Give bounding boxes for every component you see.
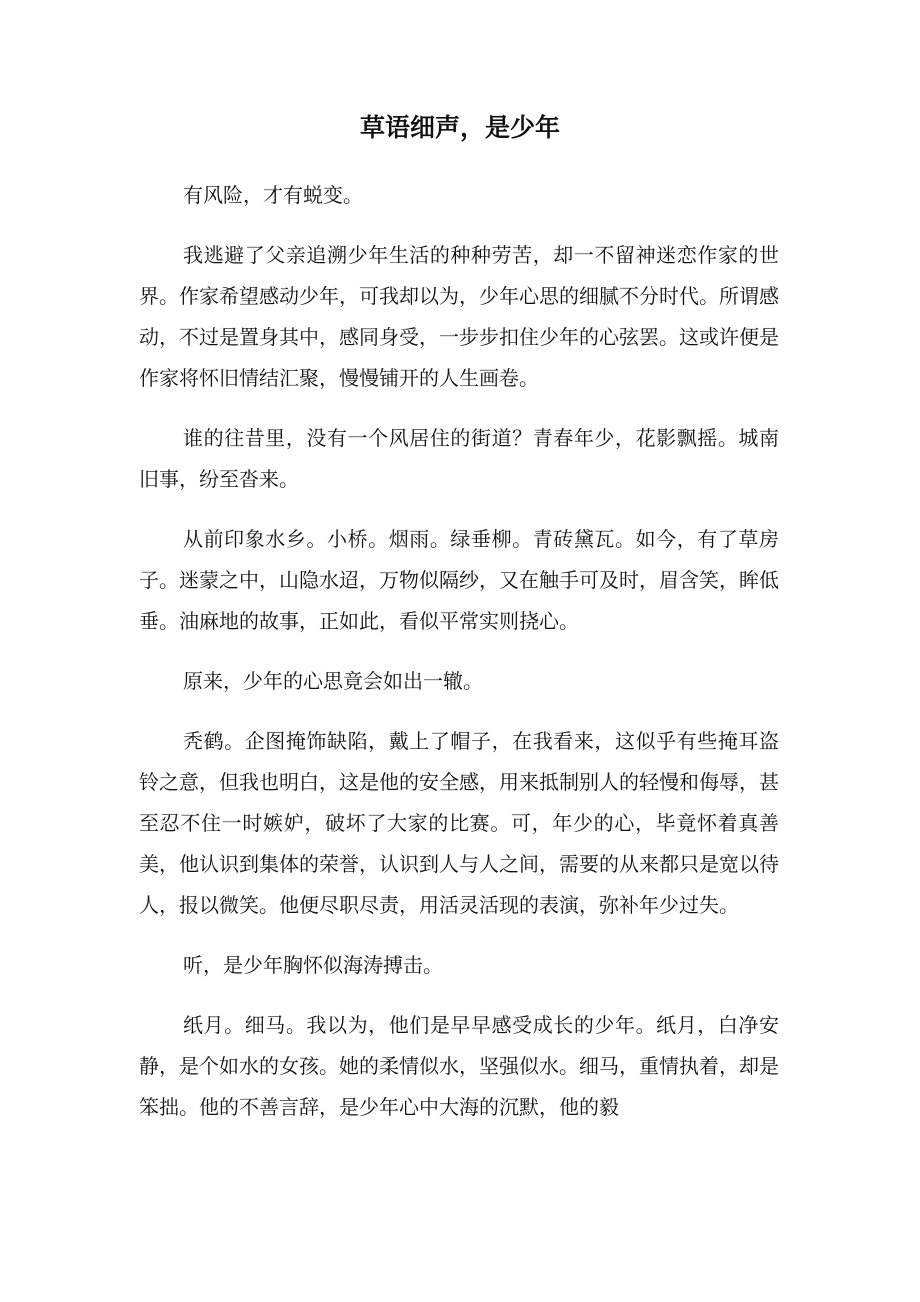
paragraph: 从前印象水乡。小桥。烟雨。绿垂柳。青砖黛瓦。如今，有了草房子。迷蒙之中，山隐水迢，万物似隔纱，又在触手可及时，眉含笑，眸低垂。油麻地的故事，正如此，看似平常实则挠心。 — [139, 527, 779, 633]
paragraph: 原来，少年的心思竟会如出一辙。 — [183, 669, 483, 693]
paragraph: 谁的往昔里，没有一个风居住的街道？青春年少，花影飘摇。城南旧事，纷至沓来。 — [139, 426, 779, 491]
paragraph: 有风险，才有蜕变。 — [183, 183, 363, 207]
paragraph: 秃鹤。企图掩饰缺陷，戴上了帽子，在我看来，这似乎有些掩耳盗铃之意，但我也明白，这是他的安全感，用来抵制别人的轻慢和侮辱，甚至忍不住一时嫉妒，破坏了大家的比赛。可，年少的心，毕竟怀着真善美，他认识到集体的荣誉，认识到人与人之间，需要的从来都只是宽以待人，报以微笑。他便尽职尽责，用活灵活现的表演，弥补年少过失。 — [139, 729, 779, 917]
document-title: 草语细声，是少年 — [359, 113, 560, 142]
paragraph: 纸月。细马。我以为，他们是早早感受成长的少年。纸月，白净安静，是个如水的女孩。她的柔情似水，坚强似水。细马，重情执着，却是笨拙。他的不善言辞，是少年心中大海的沉默，他的毅 — [139, 1013, 779, 1119]
document-body — [139, 175, 779, 1147]
paragraph: 我逃避了父亲追溯少年生活的种种劳苦，却一不留神迷恋作家的世界。作家希望感动少年，可我却以为，少年心思的细腻不分时代。所谓感动，不过是置身其中，感同身受，一步步扣住少年的心弦罢。这或许便是作家将怀旧情结汇聚，慢慢铺开的人生画卷。 — [139, 243, 779, 390]
paragraph: 听，是少年胸怀似海涛搏击。 — [183, 953, 443, 977]
